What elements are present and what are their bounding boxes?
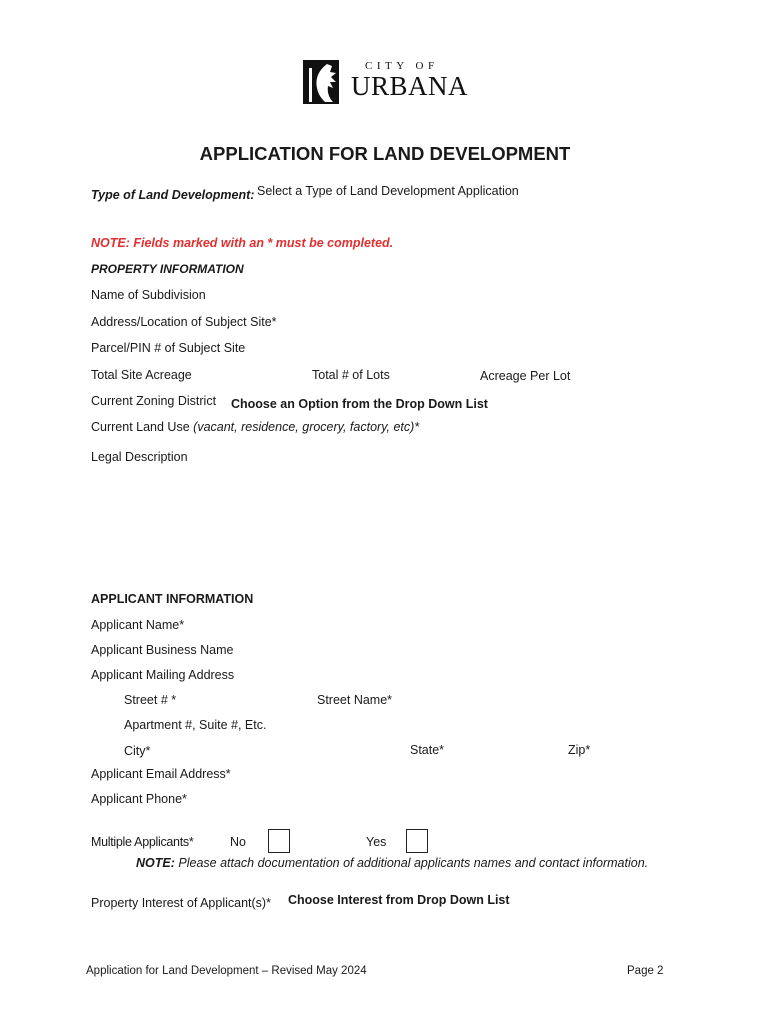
street-number-label: Street # * bbox=[124, 693, 177, 707]
acreage-per-lot-label: Acreage Per Lot bbox=[480, 369, 571, 383]
property-interest-select[interactable]: Choose Interest from Drop Down List bbox=[288, 893, 510, 907]
logo-urbana: URBANA bbox=[351, 71, 469, 101]
land-use-row bbox=[91, 420, 419, 434]
footer-page-number: Page 2 bbox=[627, 965, 664, 977]
no-label: No bbox=[230, 835, 246, 849]
attach-note-text: Please attach documentation of additional applicants names and contact information. bbox=[178, 856, 649, 870]
apartment-label: Apartment #, Suite #, Etc. bbox=[124, 718, 267, 732]
attach-note bbox=[136, 856, 648, 870]
yes-checkbox[interactable] bbox=[406, 829, 428, 853]
street-name-label: Street Name* bbox=[317, 693, 393, 707]
land-use-label: Current Land Use bbox=[91, 420, 190, 434]
phone-label: Applicant Phone* bbox=[91, 792, 187, 806]
mailing-address-label: Applicant Mailing Address bbox=[91, 668, 235, 682]
legal-description-label: Legal Description bbox=[91, 450, 188, 464]
parcel-label: Parcel/PIN # of Subject Site bbox=[91, 341, 246, 355]
type-of-development-label: Type of Land Development: bbox=[91, 188, 255, 202]
email-label: Applicant Email Address* bbox=[91, 767, 231, 781]
no-checkbox[interactable] bbox=[268, 829, 290, 853]
land-use-hint: (vacant, residence, grocery, factory, etc)* bbox=[193, 420, 420, 434]
subdivision-label: Name of Subdivision bbox=[91, 288, 206, 302]
zip-label: Zip* bbox=[568, 743, 591, 757]
type-of-development-select[interactable]: Select a Type of Land Development Application bbox=[257, 184, 519, 198]
acreage-label: Total Site Acreage bbox=[91, 368, 192, 382]
applicant-name-label: Applicant Name* bbox=[91, 618, 185, 632]
address-label: Address/Location of Subject Site* bbox=[91, 315, 277, 329]
yes-label: Yes bbox=[366, 835, 387, 849]
business-name-label: Applicant Business Name bbox=[91, 643, 234, 657]
required-note: NOTE: Fields marked with an * must be completed. bbox=[91, 236, 394, 250]
city-label: City* bbox=[124, 744, 151, 758]
multiple-applicants-label: Multiple Applicants* bbox=[91, 835, 194, 849]
property-interest-label: Property Interest of Applicant(s)* bbox=[91, 896, 271, 910]
lots-label: Total # of Lots bbox=[312, 368, 390, 382]
attach-note-label: NOTE: bbox=[136, 856, 175, 870]
leaf-emblem-icon bbox=[303, 58, 345, 106]
page-title: APPLICATION FOR LAND DEVELOPMENT bbox=[199, 143, 571, 164]
property-heading: PROPERTY INFORMATION bbox=[91, 262, 244, 276]
footer-revision: Application for Land Development – Revised May 2024 bbox=[86, 965, 367, 977]
city-logo bbox=[303, 58, 468, 108]
zoning-select[interactable]: Choose an Option from the Drop Down List bbox=[231, 397, 488, 411]
logo-city-of: CITY OF bbox=[365, 60, 439, 72]
state-label: State* bbox=[410, 743, 445, 757]
zoning-label: Current Zoning District bbox=[91, 394, 217, 408]
applicant-heading: APPLICANT INFORMATION bbox=[91, 592, 254, 606]
